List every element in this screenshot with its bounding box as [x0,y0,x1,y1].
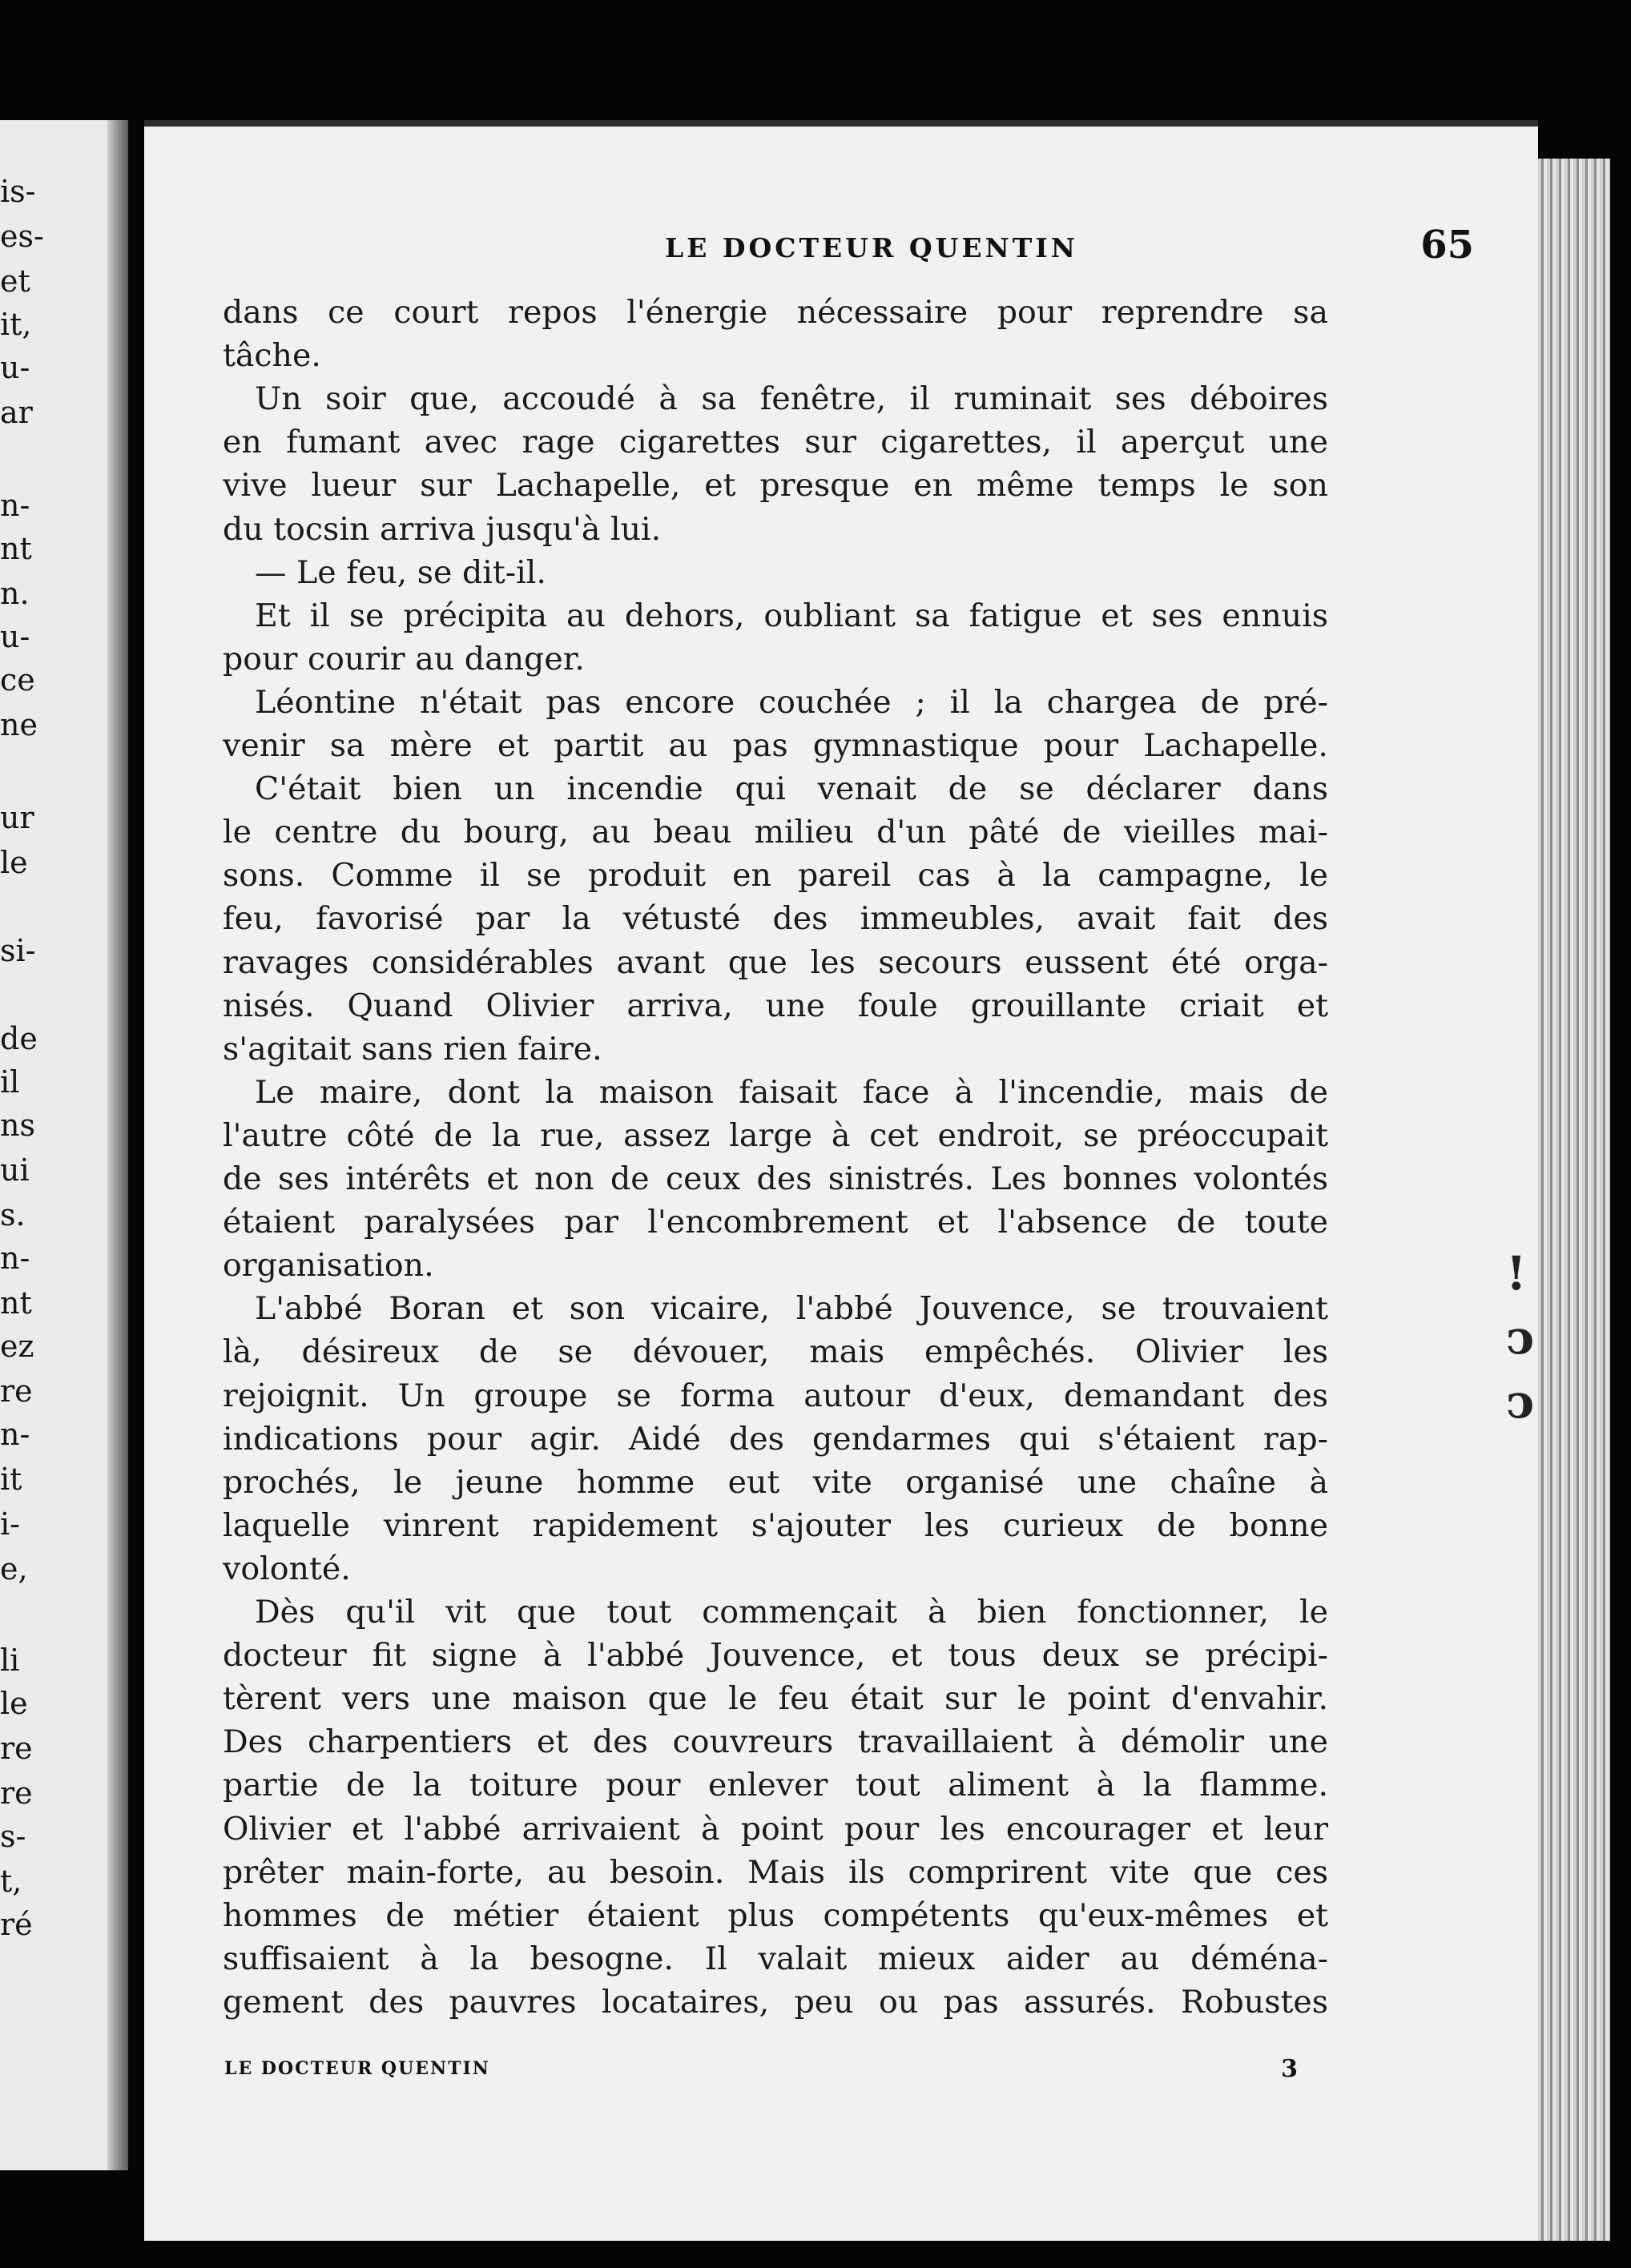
text-line: tèrent vers une maison que le feu était sur le point d'envahir. [223,1680,1328,1718]
text-line: L'abbé Boran et son vicaire, l'abbé Jouvence, se trouvaient [255,1290,1328,1328]
left-page-fragment: s. [0,1197,26,1233]
left-page-fragment: s- [0,1819,26,1854]
left-page-fragment: e, [0,1551,28,1586]
left-page-fragment: ar [0,395,33,430]
text-line: le centre du bourg, au beau milieu d'un pâté de vieilles mai- [223,814,1328,851]
page-number: 65 [1420,223,1474,267]
left-page-fragment: u- [0,350,30,385]
left-page-fragment: i- [0,1506,20,1542]
left-page-fragment: nt [0,1285,32,1321]
text-line: feu, favorisé par la vétusté des immeubles, avait fait des [223,900,1328,938]
text-line: là, désireux de se dévouer, mais empêchés. Olivier les [223,1333,1328,1371]
left-page-fragment: it [0,1462,22,1497]
left-page-fragment: et [0,263,30,299]
text-line: prochés, le jeune homme eut vite organisé une chaîne à [223,1463,1328,1501]
text-line: s'agitait sans rien faire. [223,1030,602,1068]
left-page-fragment: re [0,1731,33,1766]
margin-mark: ! [1506,1246,1527,1301]
left-page-fragment: si- [0,933,36,968]
book-gutter [107,120,128,2170]
left-page-fragment: ré [0,1907,33,1942]
left-page-fragment: n- [0,1241,30,1276]
left-page-fragment: t, [0,1864,22,1899]
left-page-fragment: le [0,1686,28,1721]
text-line: gement des pauvres locataires, peu ou pas assurés. Robustes [223,1983,1328,2021]
text-line: Des charpentiers et des couvreurs travaillaient à démolir une [223,1723,1328,1761]
left-page-fragment: n- [0,488,30,523]
left-page-fragment: ce [0,662,35,698]
text-line: prêter main-forte, au besoin. Mais ils comprirent vite que ces [223,1853,1328,1891]
text-line: docteur fit signe à l'abbé Jouvence, et tous deux se précipi- [223,1637,1328,1675]
text-line: Léontine n'était pas encore couchée ; il la chargea de pré- [255,683,1328,721]
text-line: pour courir au danger. [223,640,585,678]
text-line: suffisaient à la besogne. Il valait mieux aider au déména- [223,1940,1328,1977]
left-page-fragment: re [0,1775,33,1811]
text-line: étaient paralysées par l'encombrement et l'absence de toute [223,1204,1328,1241]
text-line: de ses intérêts et non de ceux des sinistrés. Les bonnes volontés [223,1160,1328,1197]
left-page-fragment: ez [0,1329,34,1364]
left-page-fragment: il [0,1064,20,1100]
text-line: — Le feu, se dit-il. [255,553,546,591]
text-line: l'autre côté de la rue, assez large à cet endroit, se préoccupait [223,1116,1328,1154]
text-line: en fumant avec rage cigarettes sur cigarettes, il aperçut une [223,424,1328,461]
left-page-fragment: ns [0,1108,35,1143]
margin-mark: ↄ [1506,1374,1535,1429]
left-page-fragment: re [0,1373,33,1409]
left-page-fragment: ne [0,707,38,742]
text-line: vive lueur sur Lachapelle, et presque en même temps le son [223,467,1328,505]
margin-mark: ↄ [1506,1310,1535,1365]
text-line: organisation. [223,1247,434,1285]
left-page-fragment: es- [0,219,44,254]
page-header [224,223,1474,280]
text-line: laquelle vinrent rapidement s'ajouter les curieux de bonne [223,1506,1328,1544]
running-head: LE DOCTEUR QUENTIN [665,232,1078,263]
text-line: sons. Comme il se produit en pareil cas à la campagne, le [223,857,1328,895]
text-line: Et il se précipita au dehors, oubliant sa fatigue et ses ennuis [255,597,1328,634]
text-line: partie de la toiture pour enlever tout aliment à la flamme. [223,1767,1328,1804]
text-line: C'était bien un incendie qui venait de se déclarer dans [255,770,1328,808]
left-page-fragment: is- [0,174,36,209]
page-footer [224,2055,1362,2090]
text-line: volonté. [223,1550,351,1587]
left-page-fragment: ur [0,800,34,835]
text-line: Un soir que, accoudé à sa fenêtre, il ruminait ses déboires [255,380,1328,418]
book-page [144,120,1538,2241]
text-line: indications pour agir. Aidé des gendarmes qui s'étaient rap- [223,1420,1328,1458]
text-line: Dès qu'il vit que tout commençait à bien fonctionner, le [255,1594,1328,1631]
left-page-fragment: n. [0,576,30,611]
left-page-fragment: li [0,1643,20,1678]
left-page-fragment: ui [0,1152,30,1188]
text-line: nisés. Quand Olivier arriva, une foule grouillante criait et [223,987,1328,1024]
left-page-fragment: le [0,845,28,880]
left-page-fragment: u- [0,619,30,654]
printer-signature: LE DOCTEUR QUENTIN [224,2058,490,2079]
text-line: venir sa mère et partit au pas gymnastique pour Lachapelle. [223,727,1328,764]
text-line: Le maire, dont la maison faisait face à l'incendie, mais de [255,1073,1328,1111]
text-line: Olivier et l'abbé arrivaient à point pour les encourager et leur [223,1810,1328,1848]
text-line: ravages considérables avant que les secours eussent été orga- [223,943,1328,981]
left-page-fragment: it, [0,307,32,342]
left-page-edge [0,120,128,2170]
left-page-fragment: de [0,1021,38,1056]
text-line: hommes de métier étaient plus compétents qu'eux-mêmes et [223,1896,1328,1934]
margin-marks [1506,1241,1538,1434]
left-page-fragment: nt [0,531,32,566]
signature-number: 3 [1281,2055,1298,2083]
left-page-fragment: n- [0,1417,30,1452]
text-line: tâche. [223,337,321,375]
text-line: du tocsin arriva jusqu'à lui. [223,510,662,548]
text-line: dans ce court repos l'énergie nécessaire pour reprendre sa [223,294,1328,331]
text-line: rejoignit. Un groupe se forma autour d'eux, demandant des [223,1377,1328,1414]
page-stack-edge [1538,159,1610,2241]
